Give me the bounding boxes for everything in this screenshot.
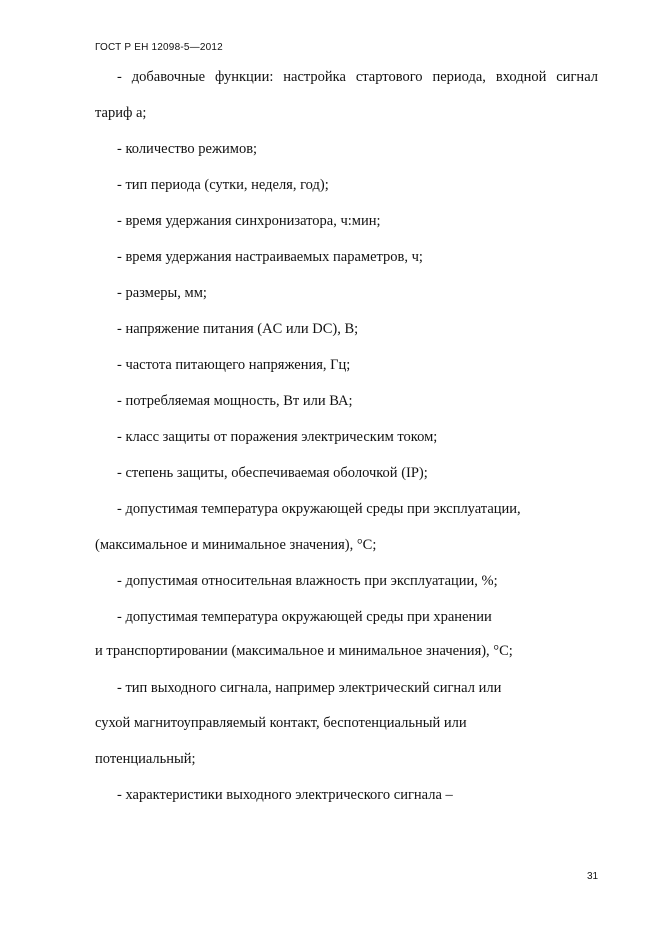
text-line-6: - время удержания настраиваемых параметров, ч; (117, 249, 423, 265)
text-line-7: - размеры, мм; (117, 285, 207, 301)
text-line-18: - тип выходного сигнала, например электрический сигнал или (117, 680, 502, 696)
text-line-3: - количество режимов; (117, 141, 258, 157)
text-line-10: - потребляемая мощность, Вт или ВА; (117, 393, 353, 409)
text-line-15: - допустимая относительная влажность при эксплуатации, %; (117, 573, 498, 589)
page-number: 31 (587, 871, 599, 882)
text-line-12: - степень защиты, обеспечиваемая оболочкой (IP); (117, 465, 428, 481)
text-line-11: - класс защиты от поражения электрическим током; (117, 429, 438, 445)
document-header: ГОСТ Р ЕН 12098-5—2012 (95, 42, 223, 53)
text-line-17: и транспортировании (максимальное и минимальное значения), °С; (95, 643, 513, 659)
text-line-19: сухой магнитоуправляемый контакт, беспотенциальный или (95, 715, 467, 731)
text-line-1: - добавочные функции: настройка стартового периода, входной сигнал (117, 69, 598, 85)
text-line-16: - допустимая температура окружающей среды при хранении (117, 609, 492, 625)
text-line-9: - частота питающего напряжения, Гц; (117, 357, 351, 373)
text-line-13: - допустимая температура окружающей среды при эксплуатации, (117, 501, 521, 517)
text-line-14: (максимальное и минимальное значения), °С; (95, 537, 377, 553)
text-line-2: тариф а; (95, 105, 147, 121)
text-line-5: - время удержания синхронизатора, ч:мин; (117, 213, 381, 229)
text-line-4: - тип периода (сутки, неделя, год); (117, 177, 329, 193)
text-line-21: - характеристики выходного электрического сигнала – (117, 787, 453, 803)
text-line-20: потенциальный; (95, 751, 196, 767)
text-line-8: - напряжение питания (AC или DC), В; (117, 321, 359, 337)
